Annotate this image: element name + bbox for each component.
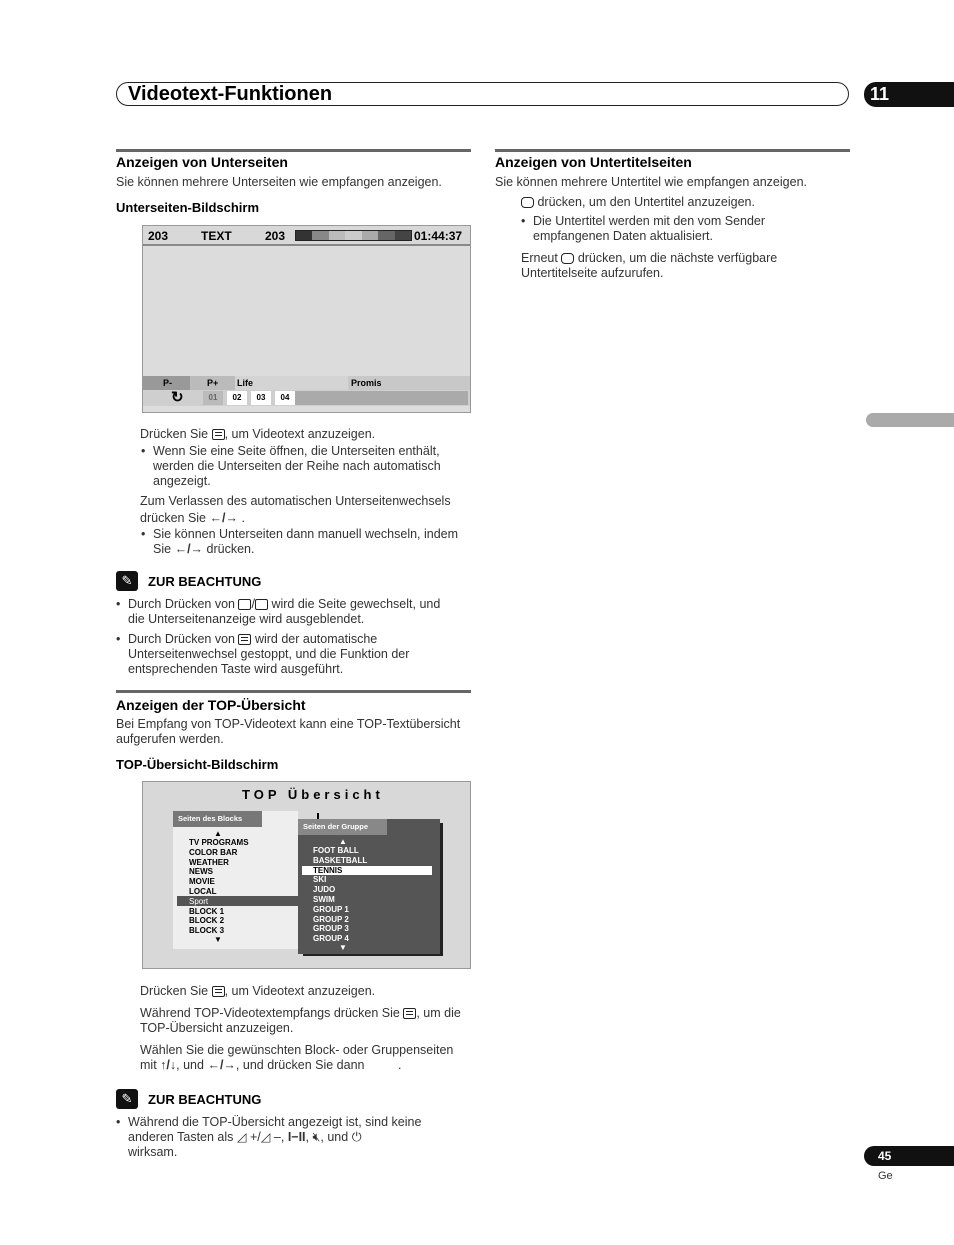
block-item[interactable]: MOVIE — [189, 877, 215, 887]
group-item[interactable]: GROUP 1 — [313, 904, 349, 914]
block-item[interactable]: NEWS — [189, 867, 213, 877]
mute-icon: 🔇︎ — [312, 1130, 321, 1144]
dual-mono-icon: I−II — [287, 1130, 306, 1144]
hold-icon — [238, 634, 251, 645]
note-title-2: ZUR BEACHTUNG — [148, 1092, 262, 1107]
life-label: Life — [237, 378, 254, 388]
screen-title-top: TOP-Übersicht-Bildschirm — [116, 757, 279, 772]
group-item[interactable]: SKI — [313, 875, 327, 885]
block-item[interactable]: BLOCK 1 — [189, 906, 225, 916]
index-icon — [403, 1008, 416, 1019]
group-item[interactable]: GROUP 3 — [313, 924, 349, 934]
subpage-screen-header — [143, 226, 470, 246]
p-plus: P+ — [207, 378, 219, 388]
block-item[interactable]: WEATHER — [189, 857, 229, 867]
note-pencil-icon: ✎ — [116, 571, 138, 591]
section-rule — [116, 690, 471, 693]
block-up-arrow: ▲ — [214, 829, 222, 838]
block-item-selected[interactable]: Sport — [189, 896, 209, 906]
subpage-screen-fastext — [143, 376, 470, 390]
promis-label: Promis — [351, 378, 382, 388]
subtitle-icon — [561, 253, 574, 264]
section-title-top: Anzeigen der TOP-Übersicht — [116, 697, 306, 713]
p-minus: P- — [163, 378, 172, 388]
block-item[interactable]: BLOCK 3 — [189, 926, 225, 936]
block-item[interactable]: COLOR BAR — [189, 847, 238, 857]
group-up-arrow: ▲ — [339, 837, 347, 846]
subpage-02: 02 — [227, 391, 247, 405]
subpage-01: 01 — [203, 391, 223, 405]
rotate-icon: ↻ — [171, 389, 184, 406]
step-2b: drücken Sie ←/→ . — [140, 511, 245, 525]
note-title: ZUR BEACHTUNG — [148, 574, 262, 589]
clock: 01:44:37 — [414, 229, 463, 243]
left-right-arrows-icon: ←/→ — [174, 542, 204, 556]
section-intro-subtitles: Sie können mehrere Untertitel wie empfangen anzeigen. — [495, 175, 807, 189]
note-pencil-icon: ✎ — [116, 1089, 138, 1109]
group-item-selected[interactable]: TENNIS — [313, 865, 343, 875]
block-item[interactable]: BLOCK 2 — [189, 916, 225, 926]
top-step-1: Drücken Sie , um Videotext anzuzeigen. — [140, 984, 376, 998]
bullet-auto-subpages: • Wenn Sie eine Seite öffnen, die Unterseiten enthält, werden die Unterseiten der Reihe nach automatisch angezeigt. — [153, 444, 471, 489]
block-down-arrow: ▼ — [214, 935, 222, 944]
subpage-list-bar — [143, 390, 470, 406]
bullet-manual: • Sie können Unterseiten dann manuell wechseln, indem Sie ←/→ drücken. — [153, 527, 471, 557]
progress-segments — [295, 230, 412, 241]
subpage-03: 03 — [251, 391, 271, 405]
section-intro-top: Bei Empfang von TOP-Videotext kann eine TOP-Textübersicht aufgerufen werden. — [116, 717, 461, 746]
chapter-number-tab: 11 — [864, 82, 954, 107]
group-item[interactable]: GROUP 4 — [313, 934, 349, 944]
text-label: TEXT — [201, 229, 232, 243]
group-item[interactable]: GROUP 2 — [313, 914, 349, 924]
left-right-arrows-icon: ←/→ — [209, 511, 238, 525]
subtitle-step-2: Erneut drücken, um die nächste verfügbare Untertitelseite aufzurufen. — [521, 251, 778, 280]
block-list — [189, 838, 249, 936]
up-down-arrows-icon: ↑/↓ — [160, 1058, 177, 1072]
volume-icon: ◿ — [236, 1130, 247, 1144]
page-number: 45 — [864, 1146, 954, 1166]
top-step-3: Wählen Sie die gewünschten Block- oder Gruppenseiten mit ↑/↓, und ←/→, und drücken Sie dann . — [140, 1043, 454, 1072]
section-title-subtitles: Anzeigen von Untertitelseiten — [495, 154, 692, 170]
volume-icon: ◿ — [260, 1130, 271, 1144]
subtitle-icon — [521, 197, 534, 208]
group-item[interactable]: FOOT BALL — [313, 846, 359, 855]
subpage-04: 04 — [275, 391, 295, 405]
section-rule — [495, 149, 850, 152]
subtitle-step-1: drücken, um den Untertitel anzuzeigen. — [521, 195, 755, 210]
note-1-bullet-1: • Durch Drücken von / wird die Seite gewechselt, und die Unterseitenanzeige wird ausgeblendet. — [128, 597, 471, 627]
note-1-bullet-2: • Durch Drücken von wird der automatische Unterseitenwechsel gestoppt, und die Funktion der entsprechenden Taste wird ausgeführt. — [128, 632, 471, 677]
group-item[interactable]: JUDO — [313, 885, 336, 895]
chapter-title: Videotext-Funktionen — [128, 83, 333, 105]
block-list-header: Seiten des Blocks — [173, 811, 262, 827]
teletext-icon — [212, 986, 225, 997]
top-overview-heading: TOP Übersicht — [242, 787, 384, 802]
note-2-bullet-1: • Während die TOP-Übersicht angezeigt ist, sind keine anderen Tasten als ◿ +/◿ –, I−II, 🔇︎, und ⏻ wirksam. — [128, 1115, 471, 1160]
subtitle-bullet: • Die Untertitel werden mit den vom Sender empfangenen Daten aktualisiert. — [533, 214, 843, 244]
language-code: Ge — [878, 1170, 893, 1182]
page-number: 203 — [148, 229, 169, 243]
group-list — [313, 846, 367, 944]
step-2a: Zum Verlassen des automatischen Unterseitenwechsels — [140, 494, 451, 508]
block-item[interactable]: LOCAL — [189, 886, 217, 896]
screen-title-subpages: Unterseiten-Bildschirm — [116, 200, 260, 215]
step-1: Drücken Sie , um Videotext anzuzeigen. — [140, 427, 376, 441]
side-tab-marker — [866, 413, 954, 427]
page-forward-icon — [238, 599, 251, 610]
page-number-2: 203 — [265, 229, 286, 243]
top-step-2: Während TOP-Videotextempfangs drücken Sie , um die TOP-Übersicht anzuzeigen. — [140, 1006, 461, 1035]
power-icon: ⏻ — [351, 1130, 362, 1144]
left-right-arrows-icon: ←/→ — [207, 1058, 236, 1072]
page-back-icon — [255, 599, 268, 610]
section-rule — [116, 149, 471, 152]
group-item[interactable]: SWIM — [313, 894, 335, 904]
group-item[interactable]: BASKETBALL — [313, 855, 368, 865]
group-list-header: Seiten der Gruppe — [298, 819, 387, 835]
section-intro: Sie können mehrere Unterseiten wie empfangen anzeigen. — [116, 175, 442, 189]
teletext-icon — [212, 429, 225, 440]
block-item[interactable]: TV PROGRAMS — [189, 838, 249, 847]
subpage-screen-body — [143, 247, 470, 376]
group-down-arrow: ▼ — [339, 943, 347, 952]
section-title-subpages: Anzeigen von Unterseiten — [116, 154, 288, 170]
